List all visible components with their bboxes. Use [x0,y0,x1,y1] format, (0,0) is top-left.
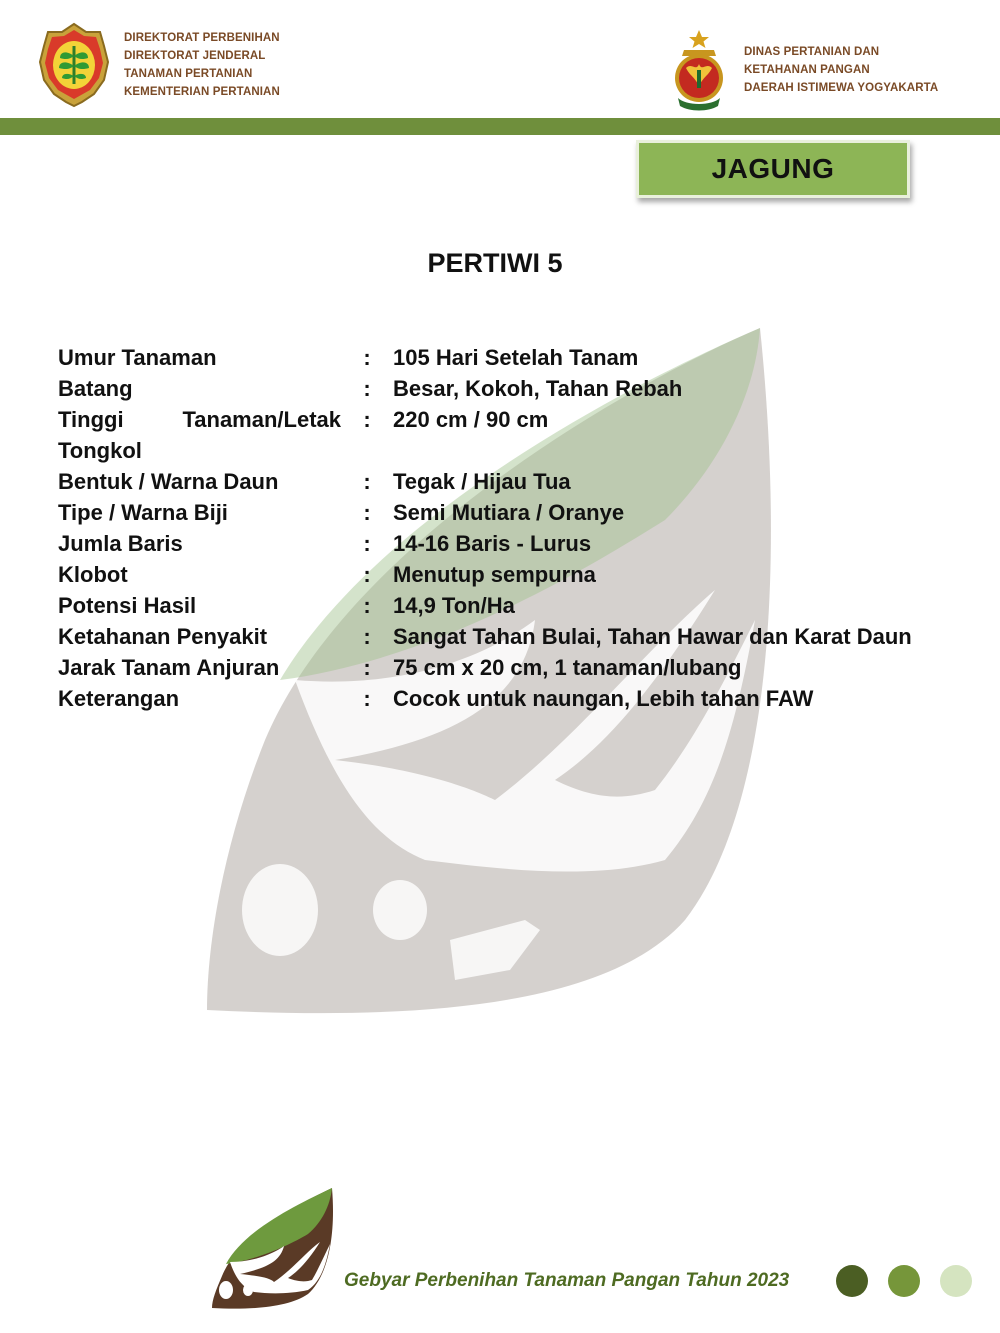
variety-title: PERTIWI 5 [427,248,563,278]
footer-event-text: Gebyar Perbenihan Tanaman Pangan Tahun 2023 [344,1270,790,1291]
spec-label: Batang [58,376,133,401]
right-org-line: KETAHANAN PANGAN [744,64,870,76]
spec-colon: : [363,655,371,680]
spec-colon: : [363,593,371,618]
footer-dot [836,1265,868,1297]
spec-label: Potensi Hasil [58,593,197,618]
spec-label: Klobot [58,562,128,587]
spec-value: 220 cm / 90 cm [393,407,549,432]
header-divider-bar [0,118,1000,135]
left-org-line: TANAMAN PERTANIAN [124,68,253,80]
spec-label: Jumla Baris [58,531,183,556]
spec-colon: : [363,345,371,370]
spec-row [58,466,958,497]
left-org-line: KEMENTERIAN PERTANIAN [124,86,280,98]
spec-label: Tinggi Tanaman/Letak Tongkol [58,407,341,463]
right-org-name [744,43,938,97]
spec-value: Besar, Kokoh, Tahan Rebah [393,376,683,401]
spec-value: 105 Hari Setelah Tanam [393,345,639,370]
spec-row [58,683,958,714]
spec-colon: : [363,376,371,401]
right-org-line: DAERAH ISTIMEWA YOGYAKARTA [744,82,939,94]
kementan-logo-icon [38,22,110,108]
spec-value: 75 cm x 20 cm, 1 tanaman/lubang [393,655,742,680]
spec-row [58,373,958,404]
right-org-line: DINAS PERTANIAN DAN [744,46,880,58]
header-right [668,28,938,112]
left-org-line: DIREKTORAT JENDERAL [124,50,266,62]
spec-row [58,559,958,590]
spec-label: Jarak Tanam Anjuran [58,655,280,680]
spec-label: Tipe / Warna Biji [58,500,228,525]
spec-row [58,590,958,621]
spec-colon: : [363,469,371,494]
left-org-name [124,29,280,101]
spec-value: 14-16 Baris - Lurus [393,531,592,556]
spec-label: Bentuk / Warna Daun [58,469,279,494]
left-org-line: DIREKTORAT PERBENIHAN [124,32,280,44]
leaf-logo-icon [208,1186,338,1310]
spec-value: Tegak / Hijau Tua [393,469,571,494]
spec-value: Cocok untuk naungan, Lebih tahan FAW [393,686,814,711]
footer-dot [888,1265,920,1297]
spec-colon: : [363,686,371,711]
diy-emblem-icon [668,28,730,112]
spec-label: Ketahanan Penyakit [58,624,268,649]
spec-value: Menutup sempurna [393,562,596,587]
category-badge: JAGUNG [636,140,910,198]
spec-colon: : [363,624,371,649]
spec-list [58,342,958,714]
spec-row [58,404,958,466]
spec-row [58,497,958,528]
spec-value: Sangat Tahan Bulai, Tahan Hawar dan Karat Daun [393,624,912,649]
spec-row [58,652,958,683]
spec-row [58,621,958,652]
spec-value: 14,9 Ton/Ha [393,593,515,618]
spec-colon: : [363,500,371,525]
spec-colon: : [363,562,371,587]
spec-row [58,528,958,559]
spec-row [58,342,958,373]
spec-colon: : [363,531,371,556]
spec-colon: : [363,407,371,432]
header-left [38,22,280,108]
spec-value: Semi Mutiara / Oranye [393,500,625,525]
spec-label: Keterangan [58,686,180,711]
footer-dot [940,1265,972,1297]
spec-label: Umur Tanaman [58,345,217,370]
